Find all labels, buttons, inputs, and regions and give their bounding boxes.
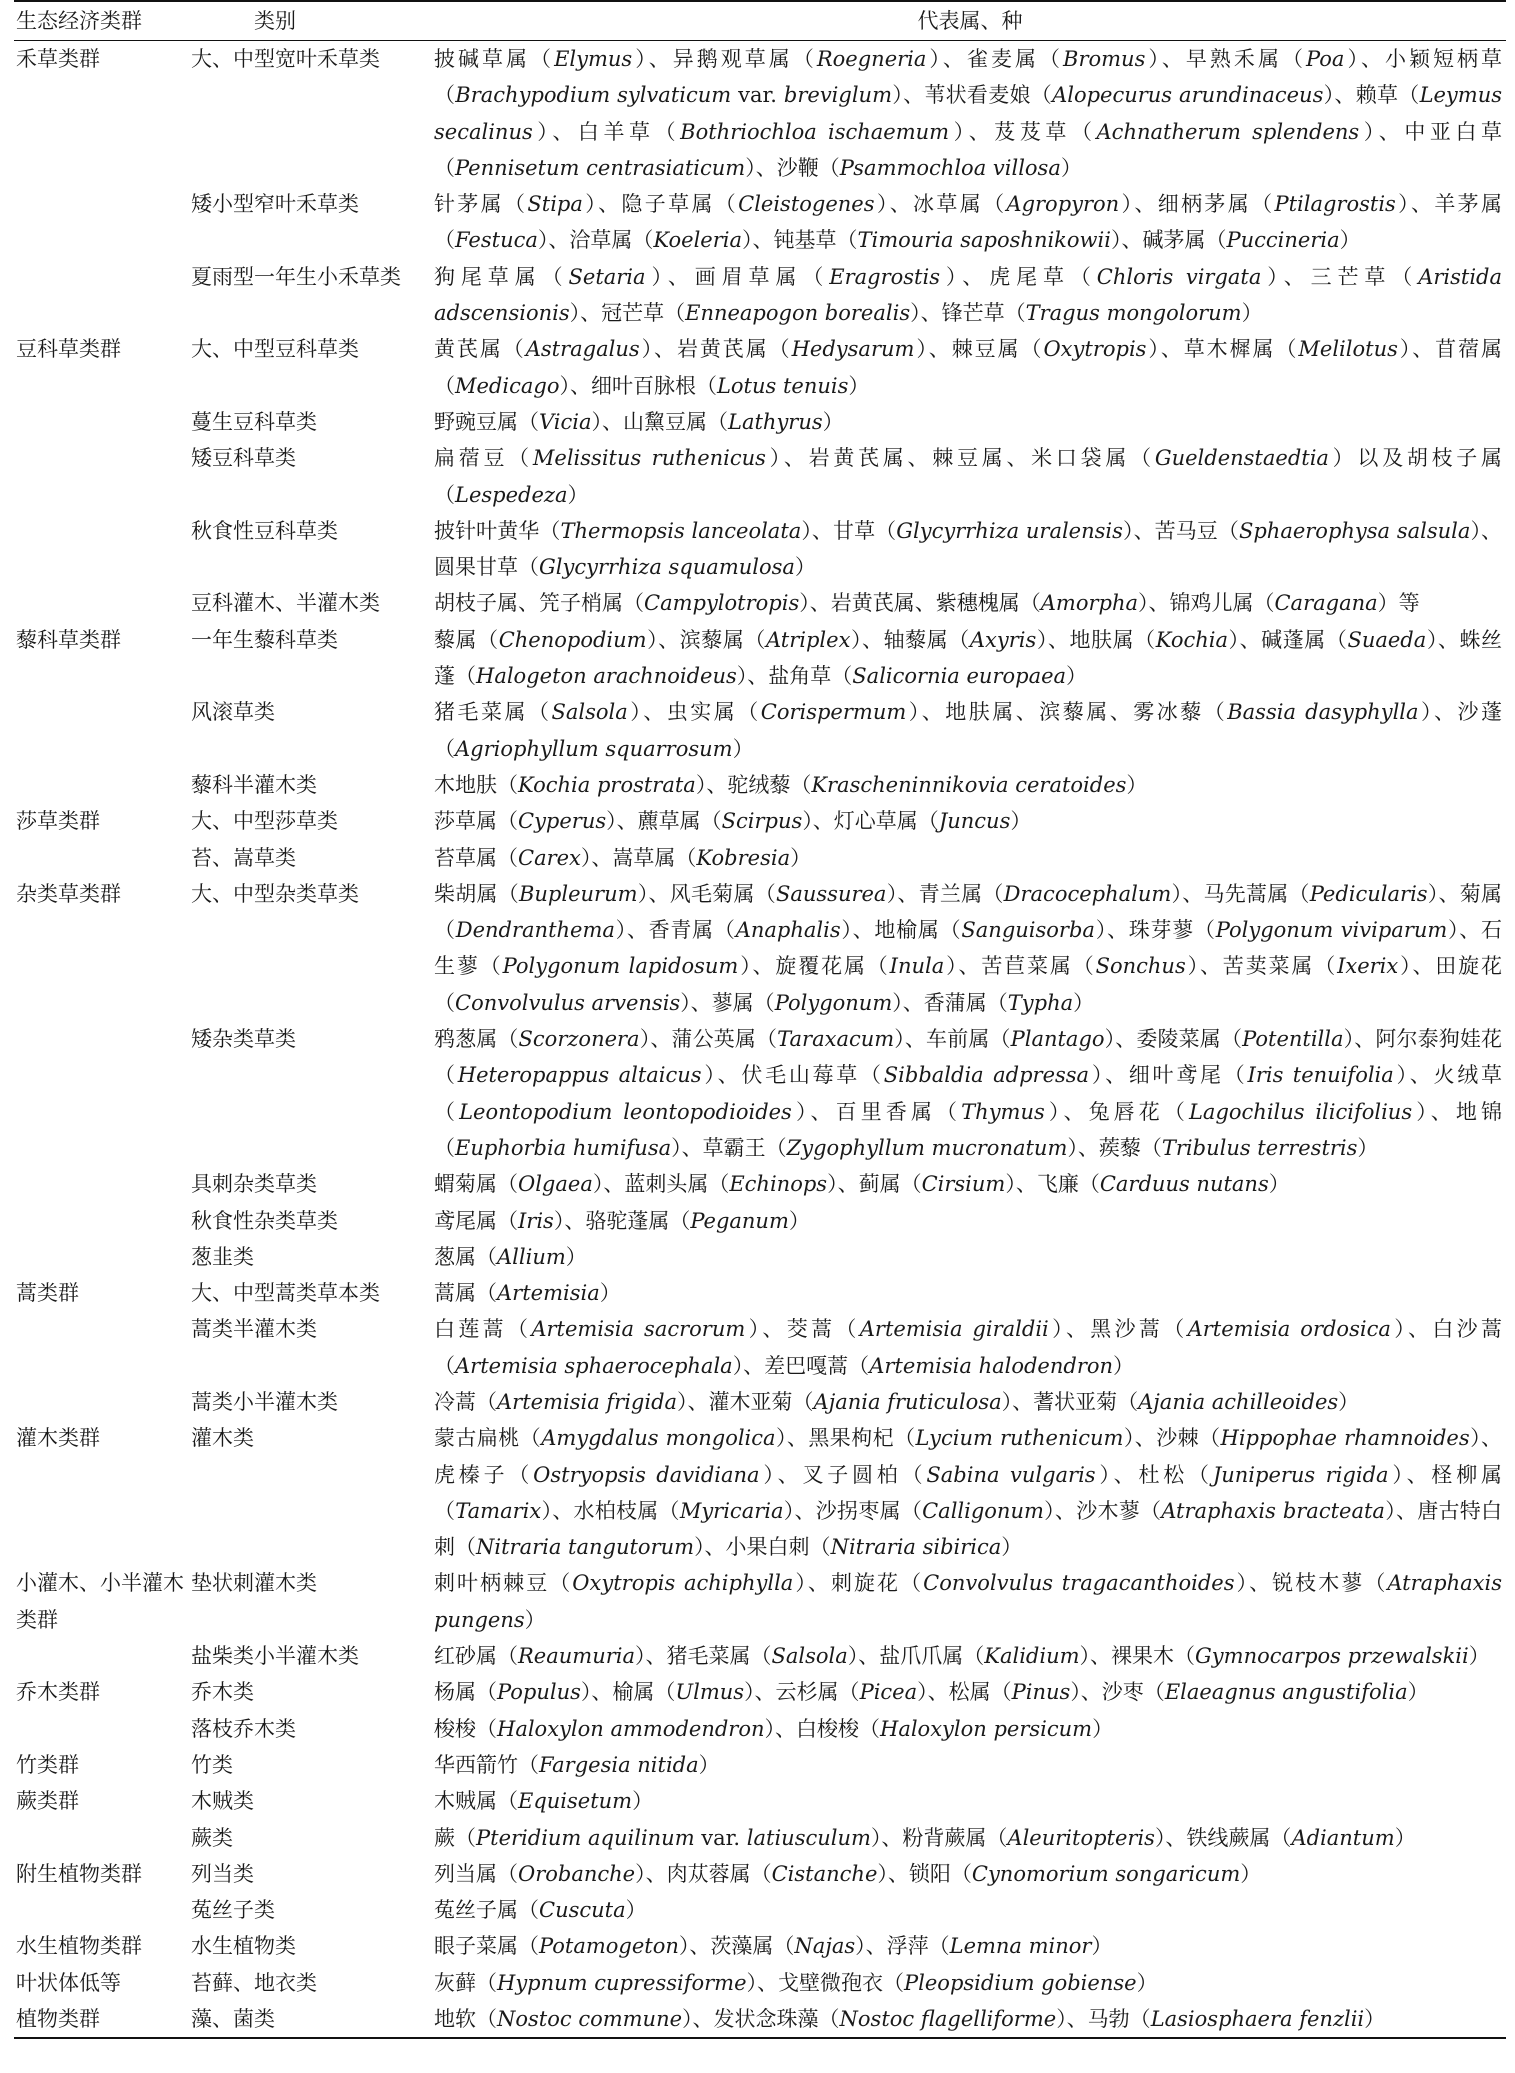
group-cell: 莎草类群 <box>16 809 100 834</box>
table-row <box>14 1275 1506 1311</box>
table-row <box>14 1420 1506 1565</box>
group-cell: 豆科草类群 <box>16 337 121 362</box>
table-row <box>14 186 1506 259</box>
table-row <box>14 622 1506 695</box>
table-row <box>14 1820 1506 1856</box>
table-row <box>14 1565 1506 1638</box>
type-cell: 豆科灌木、半灌木类 <box>191 591 380 616</box>
table-row <box>14 1203 1506 1239</box>
table-row <box>14 803 1506 839</box>
type-cell: 苔、嵩草类 <box>191 845 296 870</box>
header-type: 类别 <box>189 1 434 41</box>
table-row <box>14 1384 1506 1420</box>
table-row <box>14 1928 1506 1964</box>
type-cell: 蕨类 <box>191 1825 233 1850</box>
table-row <box>14 331 1506 404</box>
table-row <box>14 2001 1506 2038</box>
species-cell: 地软（Nostoc commune）、发状念珠藻（Nostoc flagelliforme）、马勃（Lasiosphaera fenzlii） <box>434 2001 1506 2038</box>
table-row <box>14 1892 1506 1928</box>
table-header-row <box>14 1 1506 41</box>
species-cell: 蝟菊属（Olgaea）、蓝刺头属（Echinops）、蓟属（Cirsium）、飞廉（Carduus nutans） <box>434 1172 1290 1197</box>
type-cell: 一年生藜科草类 <box>191 627 338 652</box>
species-cell: 蒿属（Artemisia） <box>434 1281 621 1306</box>
table-row <box>14 1311 1506 1384</box>
group-cell <box>14 1384 189 1420</box>
group-cell: 藜科草类群 <box>16 627 121 652</box>
species-cell: 列当属（Orobanche）、肉苁蓉属（Cistanche）、锁阳（Cynomorium songaricum） <box>434 1861 1262 1886</box>
group-cell <box>14 1311 189 1384</box>
header-group: 生态经济类群 <box>14 1 189 41</box>
type-cell: 矮小型窄叶禾草类 <box>191 192 359 217</box>
group-cell: 水生植物类群 <box>16 1934 142 1959</box>
type-cell: 大、中型莎草类 <box>191 809 338 834</box>
species-cell: 黄芪属（Astragalus）、岩黄芪属（Hedysarum）、棘豆属（Oxytropis）、草木樨属（Melilotus）、苜蓿属（Medicago）、细叶百脉根（Lotus tenuis） <box>434 337 1503 398</box>
type-cell: 蒿类小半灌木类 <box>191 1389 338 1414</box>
species-cell: 冷蒿（Artemisia frigida）、灌木亚菊（Ajania fruticulosa）、蓍状亚菊（Ajania achilleoides） <box>434 1389 1360 1414</box>
table-row <box>14 259 1506 332</box>
type-cell: 藜科半灌木类 <box>191 772 317 797</box>
table-row <box>14 1965 1506 2001</box>
type-cell: 乔木类 <box>191 1680 254 1705</box>
group-cell: 灌木类群 <box>16 1426 100 1451</box>
table-row <box>14 513 1506 586</box>
species-cell: 木地肤（Kochia prostrata）、驼绒藜（Krascheninnikovia ceratoides） <box>434 772 1148 797</box>
table-row <box>14 1021 1506 1166</box>
table-row <box>14 840 1506 876</box>
table-row <box>14 585 1506 621</box>
type-cell: 大、中型宽叶禾草类 <box>191 47 380 71</box>
table-row <box>14 404 1506 440</box>
group-cell <box>14 1166 189 1202</box>
species-cell: 白莲蒿（Artemisia sacrorum）、茭蒿（Artemisia giraldii）、黑沙蒿（Artemisia ordosica）、白沙蒿（Artemisia sphaerocephala）、差巴嘎蒿（Artemisia halodendron） <box>434 1317 1503 1378</box>
group-cell: 附生植物类群 <box>16 1861 142 1886</box>
type-cell: 菟丝子类 <box>191 1898 275 1923</box>
species-cell: 狗尾草属（Setaria）、画眉草属（Eragrostis）、虎尾草（Chloris virgata）、三芒草（Aristida adscensionis）、冠芒草（Enneapogon borealis）、锋芒草（Tragus mongolorum） <box>434 264 1503 326</box>
species-cell: 苔草属（Carex）、嵩草属（Kobresia） <box>434 845 812 870</box>
species-cell: 葱属（Allium） <box>434 1244 587 1269</box>
species-cell: 蕨（Pteridium aquilinum var. latiusculum）、粉背蕨属（Aleuritopteris）、铁线蕨属（Adiantum） <box>434 1825 1416 1850</box>
species-cell: 杨属（Populus）、榆属（Ulmus）、云杉属（Picea）、松属（Pinus）、沙枣（Elaeagnus angustifolia） <box>434 1680 1429 1705</box>
type-cell: 灌木类 <box>191 1426 254 1451</box>
species-cell: 披针叶黄华（Thermopsis lanceolata）、甘草（Glycyrrhiza uralensis）、苦马豆（Sphaerophysa salsula）、圆果甘草（Glycyrrhiza squamulosa） <box>434 518 1503 580</box>
header-species: 代表属、种 <box>434 1 1506 41</box>
table-row <box>14 440 1506 513</box>
species-cell: 胡枝子属、笐子梢属（Campylotropis）、岩黄芪属、紫穗槐属（Amorpha）、锦鸡儿属（Caragana）等 <box>434 591 1420 616</box>
group-cell <box>14 1203 189 1239</box>
type-cell: 水生植物类 <box>191 1934 296 1959</box>
group-cell <box>14 440 189 513</box>
group-cell <box>14 404 189 440</box>
species-cell: 菟丝子属（Cuscuta） <box>434 1898 647 1923</box>
table-row <box>14 1166 1506 1202</box>
type-cell: 苔藓、地衣类 <box>191 1970 317 1995</box>
table-row <box>14 1711 1506 1747</box>
species-cell: 眼子菜属（Potamogeton）、茨藻属（Najas）、浮萍（Lemna minor） <box>434 1934 1113 1959</box>
species-cell: 柴胡属（Bupleurum）、风毛菊属（Saussurea）、青兰属（Dracocephalum）、马先蒿属（Pedicularis）、菊属（Dendranthema）、香青属（Anaphalis）、地榆属（Sanguisorba）、珠芽蓼（Polygonum viviparum）、石生蓼（Polygonum lapidosum）、旋覆花属（Inula）、苦苣菜属（Sonchus）、苦荬菜属（Ixerix）、田旋花（Convolvulus arvensis）、蓼属（Polygonum）、香蒲属（Typha） <box>434 881 1503 1015</box>
group-cell <box>14 1239 189 1275</box>
group-cell <box>14 694 189 767</box>
table-row <box>14 767 1506 803</box>
type-cell: 木贼类 <box>191 1789 254 1814</box>
group-cell <box>14 585 189 621</box>
type-cell: 大、中型蒿类草本类 <box>191 1281 380 1306</box>
group-cell <box>14 259 189 332</box>
group-cell <box>14 767 189 803</box>
classification-table <box>14 0 1506 2039</box>
group-cell <box>14 186 189 259</box>
type-cell: 矮豆科草类 <box>191 446 296 471</box>
type-cell: 蒿类半灌木类 <box>191 1317 317 1342</box>
group-cell: 禾草类群 <box>16 47 100 71</box>
type-cell: 葱韭类 <box>191 1244 254 1269</box>
table-row <box>14 694 1506 767</box>
type-cell: 夏雨型一年生小禾草类 <box>191 264 401 289</box>
type-cell: 大、中型豆科草类 <box>191 337 359 362</box>
group-cell: 蕨类群 <box>16 1789 79 1814</box>
type-cell: 列当类 <box>191 1861 254 1886</box>
type-cell: 秋食性杂类草类 <box>191 1208 338 1233</box>
table-row <box>14 1856 1506 1892</box>
type-cell: 大、中型杂类草类 <box>191 881 359 906</box>
group-cell <box>14 1892 189 1928</box>
species-cell: 扁蓿豆（Melissitus ruthenicus）、岩黄芪属、棘豆属、米口袋属（Gueldenstaedtia）以及胡枝子属（Lespedeza） <box>434 446 1503 507</box>
species-cell: 梭梭（Haloxylon ammodendron）、白梭梭（Haloxylon persicum） <box>434 1716 1114 1741</box>
type-cell: 落枝乔木类 <box>191 1716 296 1741</box>
type-cell: 风滚草类 <box>191 700 275 725</box>
group-cell: 植物类群 <box>14 2001 189 2038</box>
group-cell <box>14 513 189 586</box>
species-cell: 猪毛菜属（Salsola）、虫实属（Corispermum）、地肤属、滨藜属、雾冰藜（Bassia dasyphylla）、沙蓬（Agriophyllum squarrosum） <box>434 700 1503 761</box>
species-cell: 藜属（Chenopodium）、滨藜属（Atriplex）、轴藜属（Axyris）、地肤属（Kochia）、碱蓬属（Suaeda）、蛛丝蓬（Halogeton arachnoideus）、盐角草（Salicornia europaea） <box>434 627 1503 689</box>
type-cell: 竹类 <box>191 1752 233 1777</box>
group-cell: 叶状体低等 <box>16 1970 121 1995</box>
group-cell <box>14 1021 189 1166</box>
group-cell: 杂类草类群 <box>16 881 121 906</box>
species-cell: 华西箭竹（Fargesia nitida） <box>434 1752 720 1777</box>
species-cell: 红砂属（Reaumuria）、猪毛菜属（Salsola）、盐爪爪属（Kalidium）、裸果木（Gymnocarpos przewalskii） <box>434 1644 1490 1669</box>
table-row <box>14 41 1506 187</box>
table-row <box>14 1674 1506 1710</box>
species-cell: 鸦葱属（Scorzonera）、蒲公英属（Taraxacum）、车前属（Plantago）、委陵菜属（Potentilla）、阿尔泰狗娃花（Heteropappus altaicus）、伏毛山莓草（Sibbaldia adpressa）、细叶鸢尾（Iris tenuifolia）、火绒草（Leontopodium leontopodioides）、百里香属（Thymus）、兔唇花（Lagochilus ilicifolius）、地锦（Euphorbia humifusa）、草霸王（Zygophyllum mucronatum）、蒺藜（Tribulus terrestris） <box>434 1027 1503 1160</box>
type-cell: 藻、菌类 <box>189 2001 434 2038</box>
species-cell: 野豌豆属（Vicia）、山黧豆属（Lathyrus） <box>434 409 844 434</box>
group-cell <box>14 1711 189 1747</box>
table-row <box>14 1747 1506 1783</box>
type-cell: 垫状刺灌木类 <box>191 1571 317 1596</box>
species-cell: 鸢尾属（Iris）、骆驼蓬属（Peganum） <box>434 1208 810 1233</box>
group-cell: 乔木类群 <box>16 1680 100 1705</box>
type-cell: 矮杂类草类 <box>191 1027 296 1052</box>
type-cell: 具刺杂类草类 <box>191 1172 317 1197</box>
group-cell: 小灌木、小半灌木类群 <box>16 1571 184 1632</box>
table-row <box>14 876 1506 1021</box>
table-row <box>14 1638 1506 1674</box>
group-cell <box>14 1638 189 1674</box>
species-cell: 灰藓（Hypnum cupressiforme）、戈壁微孢衣（Pleopsidium gobiense） <box>434 1970 1158 1995</box>
group-cell <box>14 1820 189 1856</box>
species-cell: 蒙古扁桃（Amygdalus mongolica）、黑果枸杞（Lycium ruthenicum）、沙棘（Hippophae rhamnoides）、虎榛子（Ostryopsis davidiana）、叉子圆柏（Sabina vulgaris）、杜松（Juniperus rigida）、柽柳属（Tamarix）、水柏枝属（Myricaria）、沙拐枣属（Calligonum）、沙木蓼（Atraphaxis bracteata）、唐古特白刺（Nitraria tangutorum）、小果白刺（Nitraria sibirica） <box>434 1426 1503 1560</box>
type-cell: 蔓生豆科草类 <box>191 409 317 434</box>
species-cell: 木贼属（Equisetum） <box>434 1789 654 1814</box>
table-row <box>14 1783 1506 1819</box>
species-cell: 刺叶柄棘豆（Oxytropis achiphylla）、刺旋花（Convolvulus tragacanthoides）、锐枝木蓼（Atraphaxis pungens） <box>434 1571 1503 1632</box>
type-cell: 盐柴类小半灌木类 <box>191 1644 359 1669</box>
classification-table-container <box>14 0 1506 2039</box>
species-cell: 披碱草属（Elymus）、异鹅观草属（Roegneria）、雀麦属（Bromus）、早熟禾属（Poa）、小颖短柄草（Brachypodium sylvaticum var. breviglum）、苇状看麦娘（Alopecurus arundinaceus）、赖草（Leymus secalinus）、白羊草（Bothriochloa ischaemum）、芨芨草（Achnatherum splendens）、中亚白草（Pennisetum centrasiaticum）、沙鞭（Psammochloa villosa） <box>434 47 1503 180</box>
group-cell: 竹类群 <box>16 1752 79 1777</box>
type-cell: 秋食性豆科草类 <box>191 518 338 543</box>
species-cell: 莎草属（Cyperus）、藨草属（Scirpus）、灯心草属（Juncus） <box>434 809 1032 834</box>
group-cell <box>14 840 189 876</box>
table-body <box>14 41 1506 2039</box>
species-cell: 针茅属（Stipa）、隐子草属（Cleistogenes）、冰草属（Agropyron）、细柄茅属（Ptilagrostis）、羊茅属（Festuca）、洽草属（Koeleria）、钝基草（Timouria saposhnikowii）、碱茅属（Puccineria） <box>434 192 1503 253</box>
group-cell: 蒿类群 <box>16 1281 79 1306</box>
table-row <box>14 1239 1506 1275</box>
